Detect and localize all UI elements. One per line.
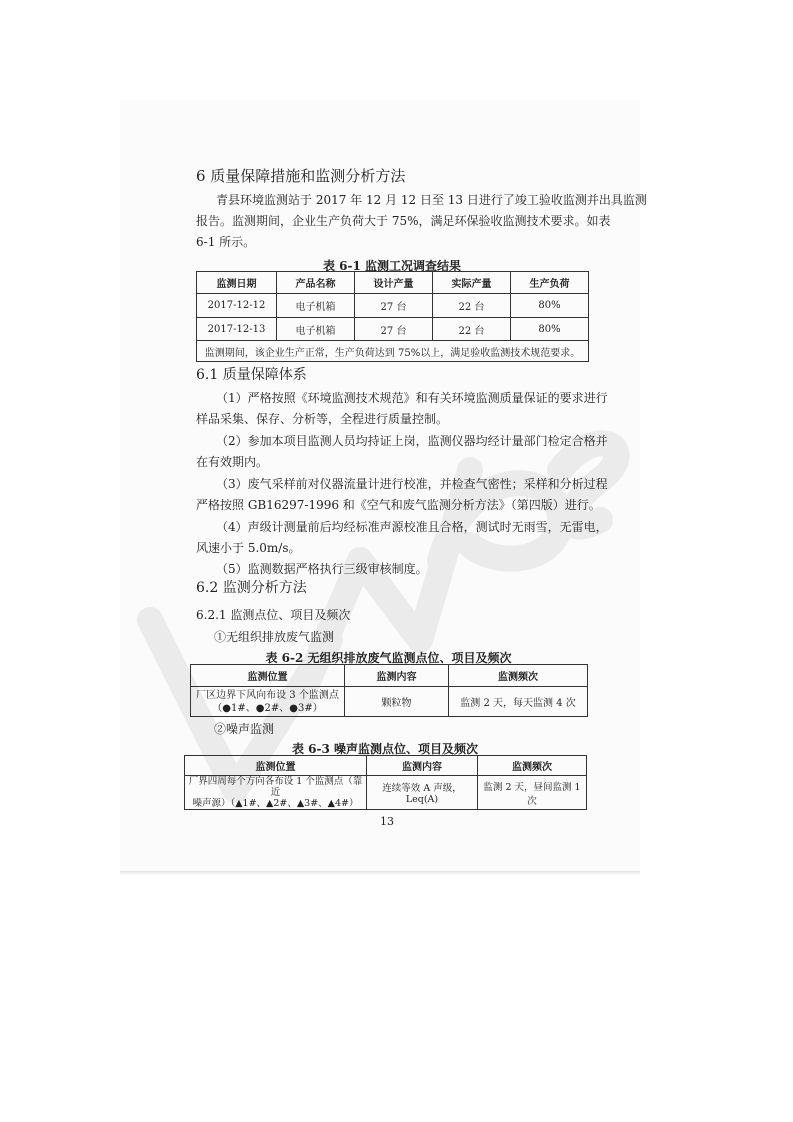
section-heading: 6 质量保障措施和监测分析方法: [196, 167, 406, 185]
table1-header-row: [197, 272, 589, 294]
table1-cell: 电子机箱: [277, 294, 355, 318]
table1-header-date: 监测日期: [197, 272, 277, 294]
table-row: [185, 776, 587, 810]
table3-content-cell: 连续等效 A 声级，Leq(A): [367, 776, 478, 810]
table3-header-row: [185, 756, 587, 776]
table1-cell: 27 台: [355, 294, 433, 318]
qa-line-3: （2）参加本项目监测人员均持证上岗，监测仪器均经计量部门检定合格并: [216, 434, 608, 448]
table-row: [197, 294, 589, 318]
table2-header-frequency: 监测频次: [449, 665, 588, 687]
table2-caption: 表 6-2 无组织排放废气监测点位、项目及频次: [265, 651, 512, 665]
table3-caption: 表 6-3 噪声监测点位、项目及频次: [291, 742, 479, 756]
table2-position-line-1: 厂区边界下风向布设 3 个监测点: [196, 689, 339, 701]
table3-position-cell: [185, 776, 367, 810]
page-number: 13: [380, 815, 394, 828]
table1-caption: 表 6-1 监测工况调查结果: [322, 259, 462, 273]
table3-header-position: 监测位置: [185, 756, 367, 776]
table2-position-line-2: （●1#、●2#、●3#）: [212, 702, 323, 714]
table1-header-product: 产品名称: [277, 272, 355, 294]
table1-header-load: 生产负荷: [511, 272, 589, 294]
table1-cell: 2017-12-12: [197, 294, 277, 318]
methods-sub-heading: 6.2.1 监测点位、项目及频次: [196, 608, 351, 622]
intro-line-3: 6-1 所示。: [196, 235, 256, 249]
intro-line-1: 青县环境监测站于 2017 年 12 月 12 日至 13 日进行了竣工验收监测并出具监测: [216, 193, 647, 207]
qa-line-4: 在有效期内。: [196, 455, 269, 469]
qa-line-6: 严格按照 GB16297-1996 和《空气和废气监测分析方法》（第四版）进行。: [196, 498, 601, 512]
table2-frequency-cell: 监测 2 天，每天监测 4 次: [449, 687, 588, 717]
table-row: [191, 687, 588, 717]
table-row: [197, 318, 589, 341]
qa-heading: 6.1 质量保障体系: [196, 367, 307, 383]
table2-content-cell: 颗粒物: [345, 687, 449, 717]
table1-cell: 2017-12-13: [197, 318, 277, 341]
work-condition-table: [196, 271, 589, 362]
intro-line-2: 报告。监测期间，企业生产负荷大于 75%，满足环保验收监测技术要求。如表: [196, 214, 611, 228]
table3-header-frequency: 监测频次: [478, 756, 587, 776]
table1-cell: 27 台: [355, 318, 433, 341]
table3-position-line-2: 噪声源）（▲1#、▲2#、▲3#、▲4#）: [192, 798, 359, 809]
methods-heading: 6.2 监测分析方法: [196, 580, 307, 596]
table1-note: 监测期间，该企业生产正常，生产负荷达到 75%以上，满足验收监测技术规范要求。: [197, 341, 589, 362]
table1-cell: 80%: [511, 318, 589, 341]
table3-frequency-cell: 监测 2 天，昼间监测 1 次: [478, 776, 587, 810]
table2-header-row: [191, 665, 588, 687]
table1-cell: 22 台: [433, 294, 511, 318]
waste-gas-monitoring-table: [190, 664, 588, 717]
table1-cell: 80%: [511, 294, 589, 318]
table3-header-content: 监测内容: [367, 756, 478, 776]
table2-position-cell: [191, 687, 345, 717]
table3-position-line-1: 厂界四周每个方向各布设 1 个监测点（靠近: [188, 776, 363, 798]
table1-cell: 22 台: [433, 318, 511, 341]
qa-line-9: （5）监测数据严格执行三级审核制度。: [216, 562, 428, 576]
qa-line-5: （3）废气采样前对仪器流量计进行校准，并检查气密性；采样和分析过程: [216, 477, 608, 491]
qa-line-7: （4）声级计测量前后均经标准声源校准且合格，测试时无雨雪，无雷电，: [216, 520, 608, 534]
qa-line-8: 风速小于 5.0m/s。: [196, 541, 301, 555]
item-noise: ②噪声监测: [214, 722, 275, 736]
page-bottom-edge: [120, 871, 640, 875]
qa-line-2: 样品采集、保存、分析等，全程进行质量控制。: [196, 412, 449, 426]
table2-header-content: 监测内容: [345, 665, 449, 687]
noise-monitoring-table: [184, 755, 587, 810]
table1-cell: 电子机箱: [277, 318, 355, 341]
qa-line-1: （1）严格按照《环境监测技术规范》和有关环境监测质量保证的要求进行: [216, 391, 608, 405]
table1-header-actual-output: 实际产量: [433, 272, 511, 294]
item-waste-gas: ①无组织排放废气监测: [214, 630, 335, 644]
table1-header-design-output: 设计产量: [355, 272, 433, 294]
table1-note-row: [197, 341, 589, 362]
table2-header-position: 监测位置: [191, 665, 345, 687]
